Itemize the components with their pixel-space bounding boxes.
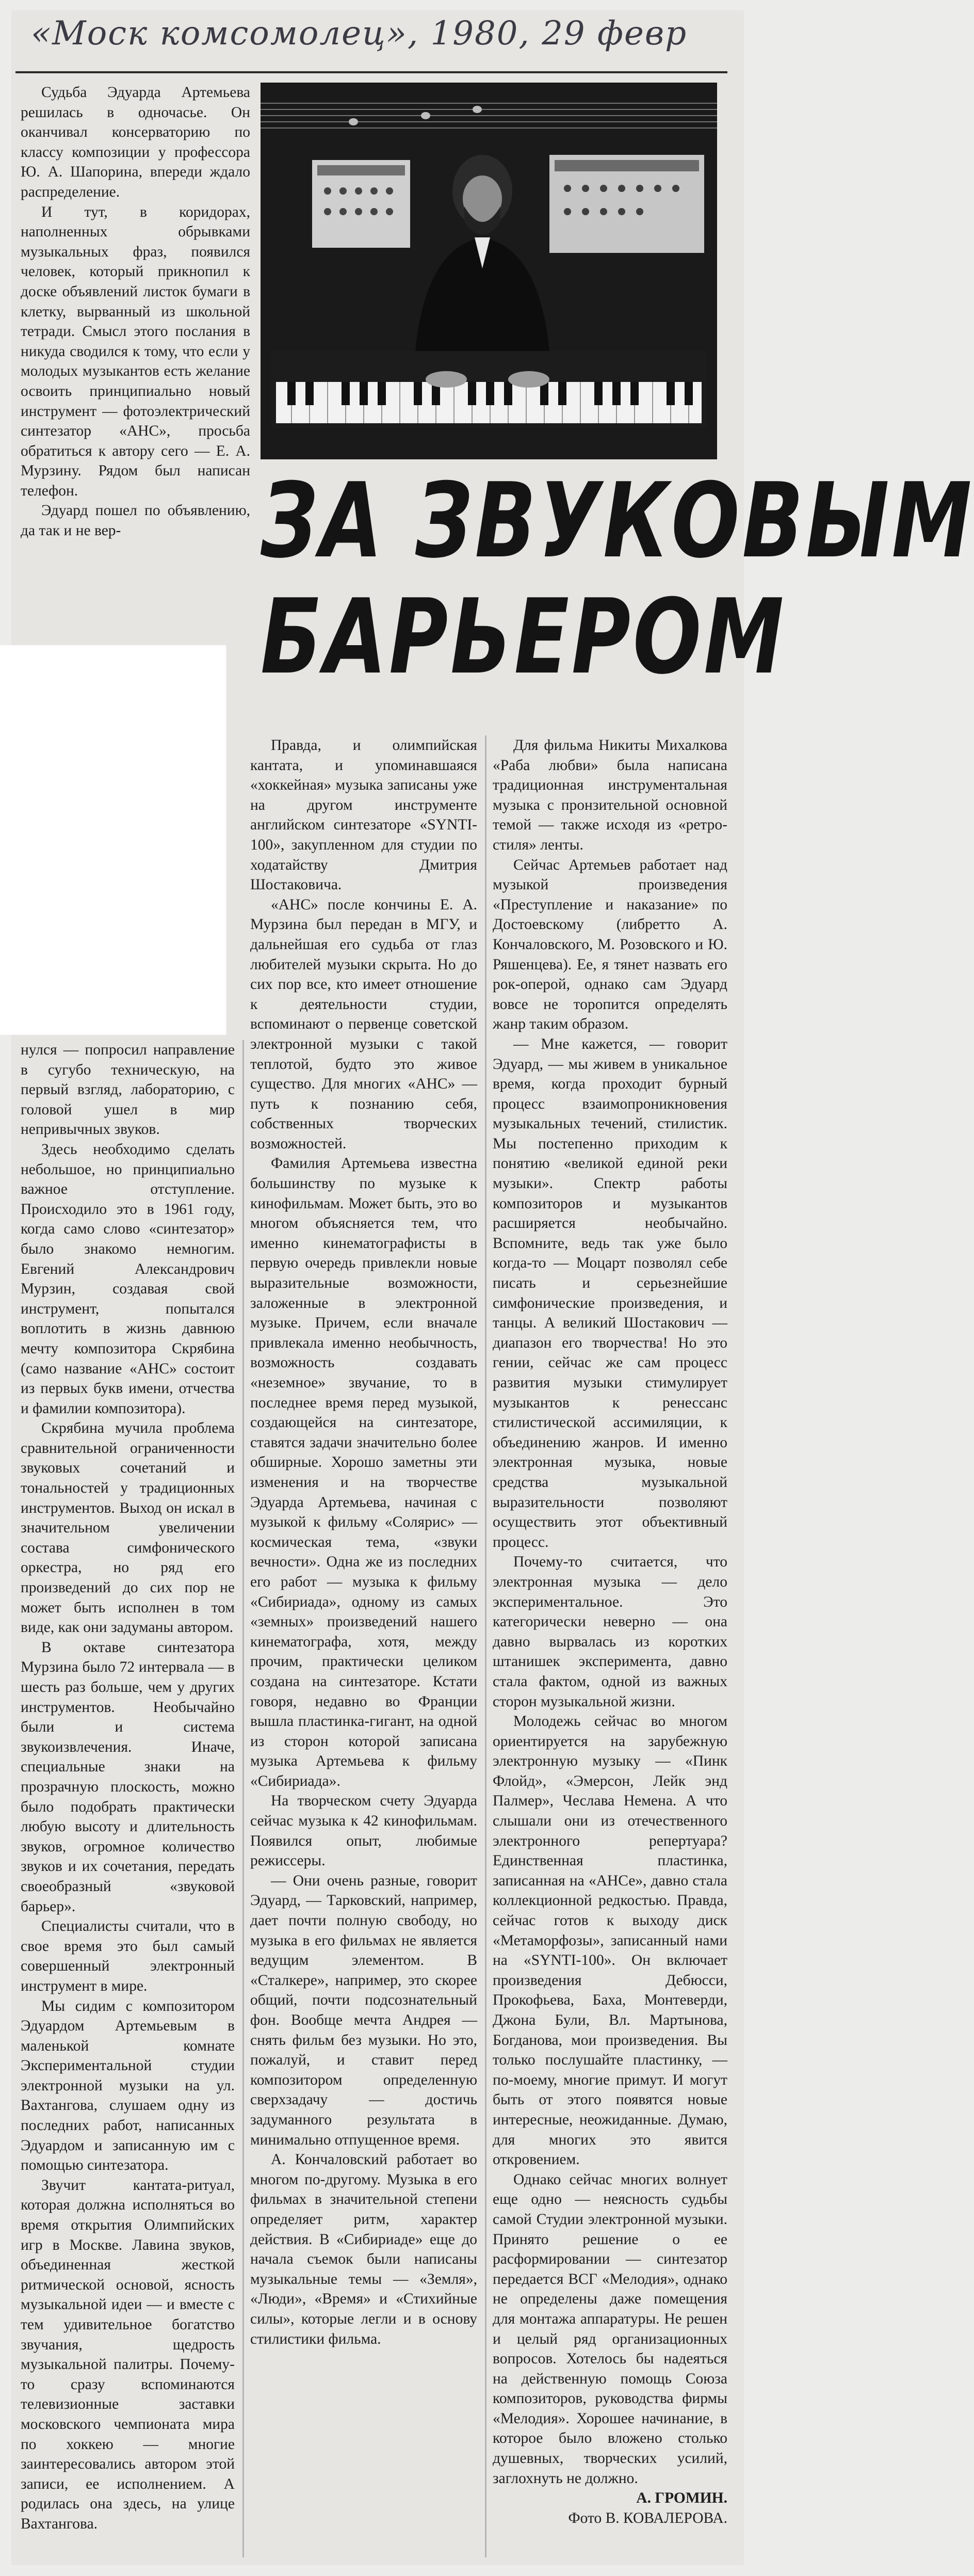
paragraph: Эдуард пошел по объявлению, да так и не вер- (21, 502, 250, 539)
paragraph: нулся — попросил направление в сугубо техническую, на первый взгляд, лабораторию, с головой ушел в мир непривычных звуков. (21, 1042, 235, 1138)
paragraph: Звучит кантата-ритуал, которая должна исполняться во время открытия Олимпийских игр в Москве. Лавина звуков, объединенная жесткой ритмической основой, ясность музыкальной идеи — и вместе с тем удивительное богатство звучания, щедрость музыкальной палитры. Почему-то сразу вспоминаются телевизионные заставки московского чемпионата мира по хоккею — многие заинтересовались автором этой записи, ее исполнением. А родилась она здесь, на улице Вахтангова. (21, 2177, 235, 2532)
paragraph: — Они очень разные, говорит Эдуард, — Тарковский, например, дает почти полную свободу, но музыка в его фильмах не является ведущим элементом. В «Сталкере», например, это скорее общий, почти подсознательный фон. Вообще мечта Андрея — снять фильм без музыки. Но это, пожалуй, и ставит перед композитором определенную сверхзадачу — достичь задуманного результата в минимально отпущенное время. (250, 1872, 477, 2148)
article-column-top-left (21, 83, 250, 643)
paragraph: Специалисты считали, что в свое время это был самый совершенный электронный инструмент в мире. (21, 1918, 235, 1994)
article-column-left (21, 1040, 235, 2557)
photo-composer-at-synthesizer (261, 83, 717, 459)
column-divider (485, 735, 486, 2557)
paragraph: В октаве синтезатора Мурзина было 72 интервала — в шесть раз больше, чем у других инструментов. Необычайно были и система звукоизвлечения. Иначе, специальные знаки на прозрачную плоскость, можно было подобрать практически любую высоту и длительность звуков, огромное количество звуков и их сочетания, передать своеобразный «звуковой барьер». (21, 1639, 235, 1915)
paragraph: — Мне кажется, — говорит Эдуард, — мы живем в уникальное время, когда проходит бурный процесс взаимопроникновения музыкальных течений, стилистик. Мы постепенно приходим к понятию «великой единой реки музыки». Спектр работы композиторов и музыкантов расширяется необычайно. Вспомните, ведь так уже было когда-то — Моцарт позволял себе писать и серьезнейшие симфонические произведения, и танцы. А великий Шостакович — диапазон его творчества! Но это гении, сейчас же сам процесс развития музыки стимулирует музыкантов к ренессанс стилистической ассимиляции, к объединению жанров. И именно электронная музыка, новые средства музыкальной выразительности позволяют осуществить этот объективный процесс. (493, 1035, 727, 1550)
cut-out-area (0, 645, 226, 1035)
photo-image (261, 83, 717, 459)
article-column-right (493, 735, 727, 2557)
paragraph: «АНС» после кончины Е. А. Мурзина был передан в МГУ, и дальнейшая его судьба от глаз любителей музыки скрыта. Но до сих пор все, кто имеет отношение к деятельности студии, вспоминают о первенце советской электронной музыки с такой теплотой, будто это живое существо. Для многих «АНС» — путь к познанию себя, собственных творческих возможностей. (250, 896, 477, 1152)
paragraph: Правда, и олимпийская кантата, и упоминавшаяся «хоккейная» музыка записаны уже на другом инструменте английском синтезаторе «SYNTI-100», закупленном для студии по ходатайству Дмитрия Шостаковича. (250, 737, 477, 893)
paragraph: Почему-то считается, что электронная музыка — дело экспериментальное. Это категорически неверно — она давно вырвалась из коротких штанишек эксперимента, давно стала фактом, одной из важных сторон музыкальной жизни. (493, 1554, 727, 1710)
paragraph: Фамилия Артемьева известна большинству по музыке к кинофильмам. Может быть, это во многом объясняется тем, что именно кинематографисты в первую очередь привлекли новые выразительные возможности, заложенные в электронной музыке. Причем, если вначале привлекала именно необычность, возможность создавать «неземное» звучание, то в последнее время перед музыкой, создающейся на синтезаторе, ставятся задачи значительно более обширные. Хорошо заметны эти изменения и на творчестве Эдуарда Артемьева, начиная с музыкой к фильму «Солярис» — космическая тема, «звуки вечности». Одна же из последних его работ — музыка к фильму «Сибириада», одному из самых «земных» произведений нашего кинематографа, хотя, между прочим, практически целиком создана на синтезаторе. Кстати говоря, недавно во Франции вышла пластинка-гигант, на одной из сторон которой записана музыка Артемьева к фильму «Сибириада». (250, 1155, 477, 1789)
article-column-middle (250, 735, 477, 2557)
handwritten-source-note: «Моск комсомолец», 1980, 29 февр (31, 14, 688, 53)
paragraph: Сейчас Артемьев работает над музыкой произведения «Преступление и наказание» по Достоевскому (либретто А. Кончаловского, М. Розовского и Ю. Ряшенцева). Ее, я тянет назвать его рок-оперой, однако сам Эдуард вовсе не торопится определять жанр таким образом. (493, 856, 727, 1033)
headline-line-1: ЗА ЗВУКОВЫМ (261, 461, 974, 581)
paragraph: Скрябина мучила проблема сравнительной ограниченности звуковых сочетаний и тональностей у традиционных инструментов. Выход он искал в значительном увеличении состава симфонического оркестра, но ряд его произведений до сих пор не может быть исполнен в том виде, как они задуманы автором. (21, 1420, 235, 1636)
paragraph: Судьба Эдуарда Артемьева решилась в одночасье. Он оканчивал консерваторию по классу композиции у профессора Ю. А. Шапорина, впереди ждало распределение. (21, 84, 250, 200)
paragraph: Здесь необходимо сделать небольшое, но принципиально важное отступление. Происходило это в 1961 году, когда само слово «синтезатор» было знакомо немногим. Евгений Александрович Мурзин, создавая свой инструмент, попытался воплотить в жизнь давнюю мечту композитора Скрябина (само название «АНС» состоит из первых букв имени, отчества и фамилии композитора). (21, 1141, 235, 1417)
header-rule (15, 71, 727, 73)
author-signature: А. ГРОМИН. (636, 2490, 727, 2507)
paragraph: Молодежь сейчас во многом ориентируется на зарубежную электронную музыку — «Пинк Флойд», «Эмерсон, Лейк энд Палмер», Чеслава Немена. А что слышали они из отечественного электронного репертуара? Единственная пластинка, записанная на «АНСе», давно стала коллекционной редкостью. Правда, сейчас готов к выходу диск «Метаморфозы», записанный нами на «SYNTI-100». Он включает произведения Дебюсси, Прокофьева, Баха, Монтеверди, Джона Були, Вл. Мартынова, Богданова, мои произведения. Вы только послушайте пластинку, — по-моему, многие примут. И могут быть от этого появятся новые интересные, неожиданные. Думаю, для многих это явится откровением. (493, 1713, 727, 2168)
paragraph: Мы сидим с композитором Эдуардом Артемьевым в маленькой комнате Экспериментальной студии электронной музыки на ул. Вахтангова, слушаем одну из последних работ, написанных Эдуардом и записанную им с помощью синтезатора. (21, 1997, 235, 2174)
column-divider (242, 1040, 244, 2557)
paragraph: На творческом счету Эдуарда сейчас музыка к 42 кинофильмам. Появился опыт, любимые режиссеры. (250, 1793, 477, 1869)
paragraph: И тут, в коридорах, наполненных обрывками музыкальных фраз, появился человек, который прикнопил к доске объявлений листок бумаги в клетку, вырванный из школьной тетради. Смысл этого послания в никуда сводился к тому, что если у молодых музыкантов есть желание освоить принципиально новый инструмент — фотоэлектрический синтезатор «АНС», просьба обратиться к автору сего — Е. А. Мурзину. Рядом был написан телефон. (21, 203, 250, 499)
paragraph: Однако сейчас многих волнует еще одно — неясность судьбы самой Студии электронной музыки. Принято решение о ее расформировании — синтезатор передается ВСГ «Мелодия», однако не определены даже помещения для монтажа аппаратуры. Не решен и целый ряд организационных вопросов. Хотелось бы надеяться на действенную помощь Союза композиторов, руководства фирмы «Мелодия». Хорошее начинание, в которое было вложено столько душевных, творческих усилий, заглохнуть не должно. (493, 2171, 727, 2487)
photo-credit: Фото В. КОВАЛЕРОВА. (568, 2509, 727, 2526)
paragraph: Для фильма Никиты Михалкова «Раба любви» была написана традиционная инструментальная музыка с пронзительной основной темой — также исходя из «ретро-стиля» ленты. (493, 737, 727, 853)
paragraph: А. Кончаловский работает во многом по-другому. Музыка в его фильмах в значительной степени определяет ритм, характер действия. В «Сибириаде» еще до начала съемок были написаны музыкальные темы — «Земля», «Люди», «Время» и «Стихийные силы», которые легли и в основу стилистики фильма. (250, 2151, 477, 2347)
headline-line-2: БАРЬЕРОМ (261, 577, 787, 697)
